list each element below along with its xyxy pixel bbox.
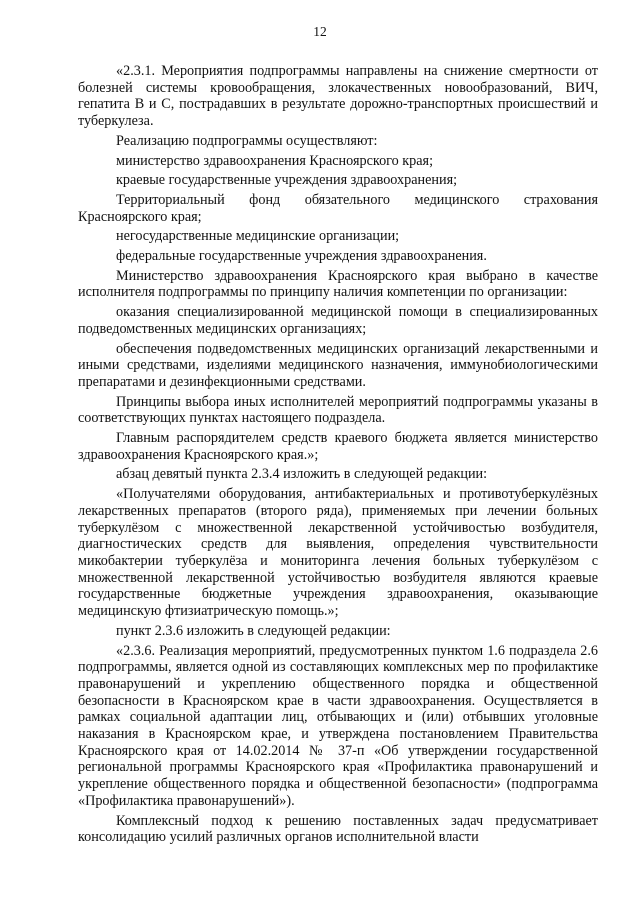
paragraph-integrated-approach: Комплексный подход к решению поставленных задач предусматривает консолидацию усилий различных органов исполнительной власти xyxy=(78,812,598,846)
paragraph-amend-2-3-4: абзац девятый пункта 2.3.4 изложить в следующей редакции: xyxy=(116,466,488,483)
paragraph-chief-administrator: Главным распорядителем средств краевого бюджета является министерство здравоохранения Красноярского края.»; xyxy=(78,430,598,463)
paragraph-ministry-selected: Министерство здравоохранения Красноярского края выбрано в качестве исполнителя подпрограммы по принципу наличия компетенции по организации: xyxy=(78,267,598,301)
paragraph-provision: обеспечения подведомственных медицинских организаций лекарственными и иными средствами, изделиями медицинского назначения, иммунобиологическими препаратами и дезинфекционными средствами. xyxy=(78,340,598,390)
paragraph-implementers-intro: Реализацию подпрограммы осуществляют: xyxy=(116,132,378,149)
paragraph-selection-principles: Принципы выбора иных исполнителей мероприятий подпрограммы указаны в соответствующих пунктах настоящего подраздела. xyxy=(78,393,598,427)
paragraph-2-3-6: «2.3.6. Реализация мероприятий, предусмотренных пунктом 1.6 подраздела 2.6 подпрограммы, является одной из составляющих комплексных мер по профилактике правонарушений и укреплению общественного порядка и общественной безопасности в Красноярском крае в части здравоохранения. Осуществляется в рамках социальной адаптации лиц, отбывающих и (или) отбывших уголовные наказания в Красноярском крае, и утверждена постановлением Правительства Красноярского края от 14.02.2014 № 37-п «Об утверждении государственной региональной программы Красноярского края «Профилактика правонарушений и укрепление общественного порядка и общественной безопасности» (подпрограмма «Профилактика правонарушений»). xyxy=(78,642,598,809)
paragraph-regional-institutions: краевые государственные учреждения здравоохранения; xyxy=(116,172,458,189)
document-body xyxy=(78,63,598,846)
paragraph-ministry: министерство здравоохранения Красноярского края; xyxy=(116,152,434,169)
paragraph-amend-2-3-6: пункт 2.3.6 изложить в следующей редакции: xyxy=(116,622,391,639)
page-number: 12 xyxy=(313,24,327,39)
paragraph-recipients: «Получателями оборудования, антибактериальных и противотуберкулёзных лекарственных препаратов (второго ряда), применяемых при лечении больных туберкулёзом с множественной лекарственной устойчивостью возбудителя, диагностических средств для выявления, определения чувствительности микобактерии туберкулёза и мониторинга лечения больных туберкулёзом с множественной лекарственной устойчивостью возбудителя являются краевые государственные бюджетные учреждения здравоохранения, оказывающие медицинскую фтизиатрическую помощь.»; xyxy=(78,486,598,620)
paragraph-non-state-organizations: негосударственные медицинские организации; xyxy=(116,228,400,245)
paragraph-territorial-fund: Территориальный фонд обязательного медицинского страхования Красноярского края; xyxy=(78,191,598,225)
paragraph-federal-institutions: федеральные государственные учреждения здравоохранения. xyxy=(116,248,487,265)
paragraph-2-3-1: «2.3.1. Мероприятия подпрограммы направлены на снижение смертности от болезней системы кровообращения, злокачественных новообразований, ВИЧ, гепатита В и С, пострадавших в результате дорожно-транспортных происшествий и туберкулеза. xyxy=(78,63,598,130)
paragraph-specialized-care: оказания специализированной медицинской помощи в специализированных подведомственных медицинских организациях; xyxy=(78,304,598,337)
